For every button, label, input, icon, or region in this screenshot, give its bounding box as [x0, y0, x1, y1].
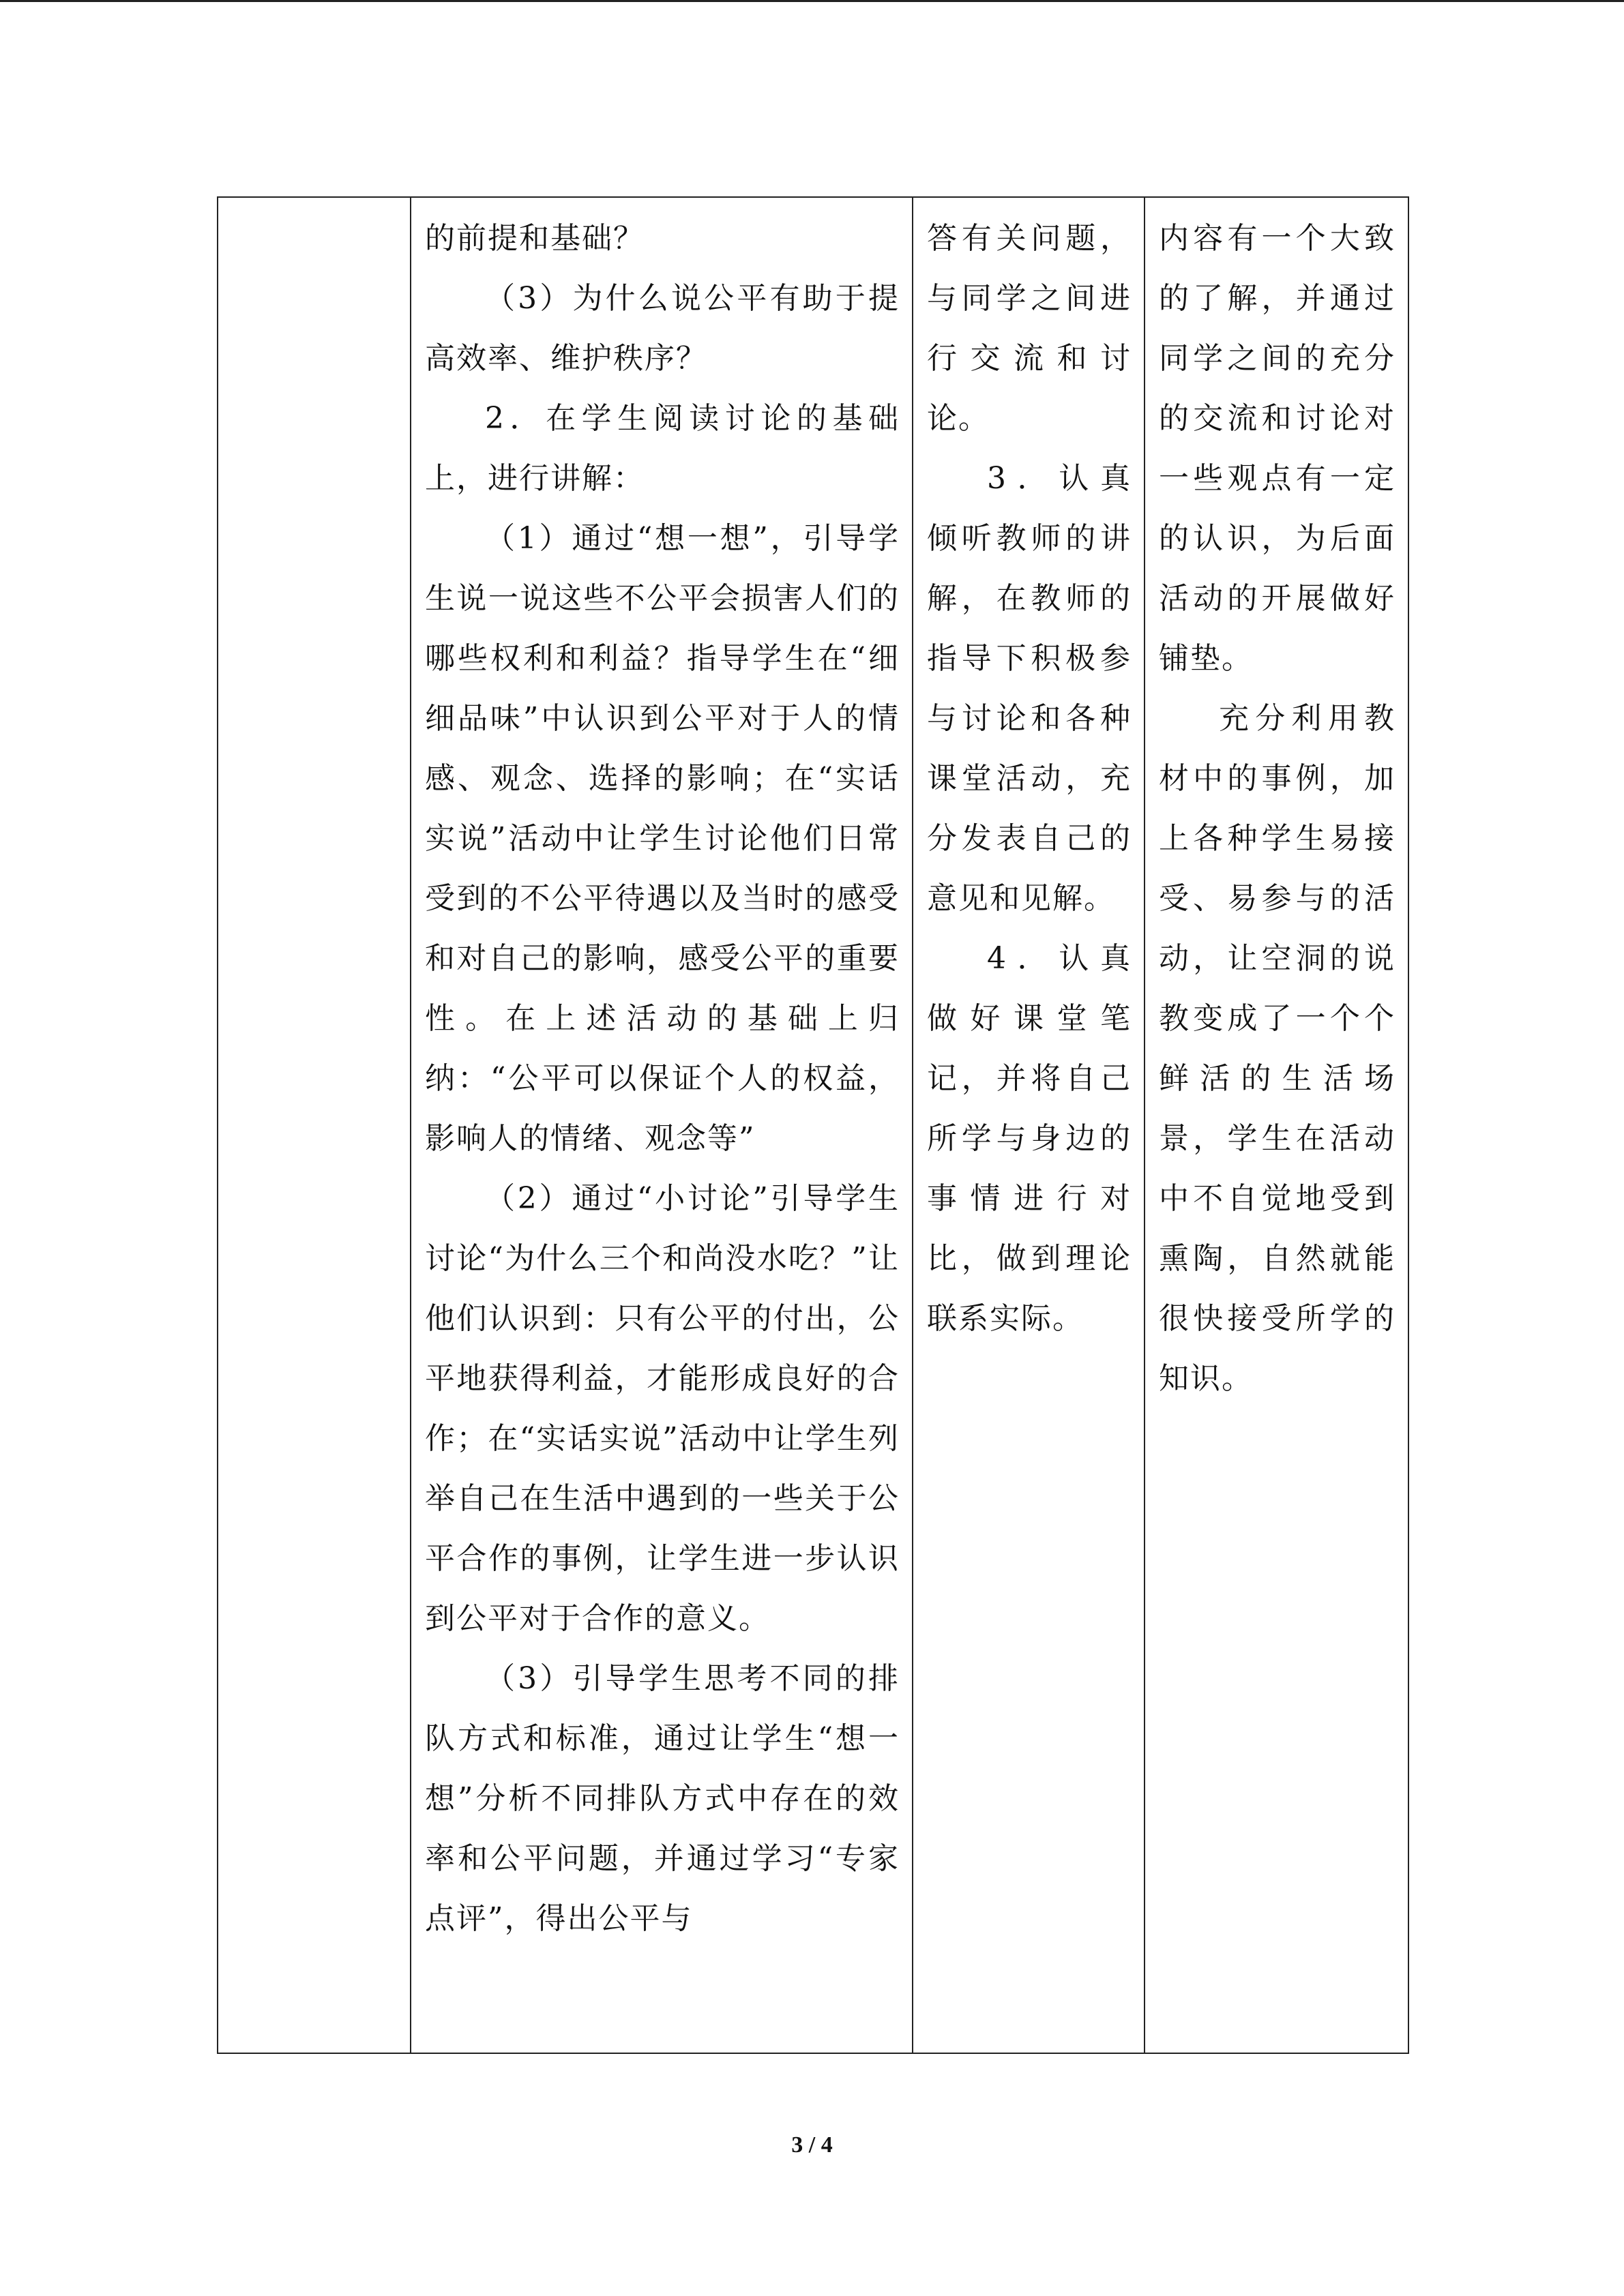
- cell-paragraph: 3．认真倾听教师的讲解，在教师的指导下积极参与讨论和各种课堂活动，充分发表自己的意见和见解。: [927, 461, 1132, 916]
- top-border-line: [0, 0, 1624, 2]
- table-cell-teacher-activity: [411, 197, 913, 2053]
- table-row: [218, 197, 1408, 2053]
- cell-paragraph: 2．在学生阅读讨论的基础上，进行讲解：: [425, 401, 900, 496]
- cell-paragraph: 充分利用教材中的事例，加上各种学生易接受、易参与的活动，让空洞的说教变成了一个个鲜活的生活场景，学生在活动中不自觉地受到熏陶，自然就能很快接受所学的知识。: [1159, 701, 1396, 1396]
- cell-paragraph: （2）通过“小讨论”引导学生讨论“为什么三个和尚没水吃？”让他们认识到：只有公平的付出，公平地获得利益，才能形成良好的合作；在“实话实说”活动中让学生列举自己在生活中遇到的一些关于公平合作的事例，让学生进一步认识到公平对于合作的意义。: [425, 1181, 900, 1636]
- page-number: 3 / 4: [791, 2132, 833, 2158]
- table-cell-student-activity: [913, 197, 1145, 2053]
- cell-paragraph: 内容有一个大致的了解，并通过同学之间的充分的交流和讨论对一些观点有一定的认识，为后面活动的开展做好铺垫。: [1159, 221, 1396, 676]
- lesson-plan-table: [217, 196, 1409, 2054]
- cell-paragraph: （3）为什么说公平有助于提高效率、维护秩序？: [425, 281, 900, 376]
- cell-paragraph: （3）引导学生思考不同的排队方式和标准，通过让学生“想一想”分析不同排队方式中存在的效率和公平问题，并通过学习“专家点评”，得出公平与: [425, 1661, 900, 1936]
- cell-paragraph: 4．认真做好课堂笔记，并将自己所学与身边的事情进行对比，做到理论联系实际。: [927, 941, 1132, 1336]
- cell-paragraph: 的前提和基础？: [425, 221, 645, 256]
- cell-paragraph: （1）通过“想一想”，引导学生说一说这些不公平会损害人们的哪些权利和利益？指导学生在“细细品味”中认识到公平对于人的情感、观念、选择的影响；在“实话实说”活动中让学生讨论他们日常受到的不公平待遇以及当时的感受和对自己的影响，感受公平的重要性。在上述活动的基础上归纳：“公平可以保证个人的权益，影响人的情绪、观念等”: [425, 521, 900, 1156]
- table-cell-design-intent: [1145, 197, 1408, 2053]
- table-cell-col1: [218, 197, 411, 2053]
- cell-paragraph: 答有关问题，与同学之间进行交流和讨论。: [927, 221, 1132, 436]
